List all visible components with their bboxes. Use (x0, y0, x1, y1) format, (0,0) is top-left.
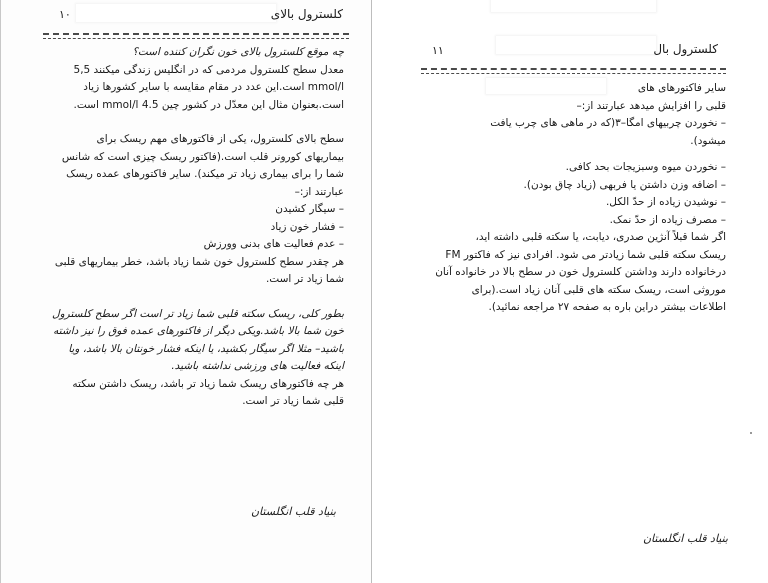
right-body (416, 80, 726, 317)
text-line: mmol/l است.این عدد در مقام مقایسه با سایر کشورها زیاد (83, 81, 344, 93)
text-line: ریسک سکته قلبی شما زیادتر می شود. افرادی نیز که فاکتور FM (445, 248, 726, 261)
right-page (376, 0, 768, 583)
bullet-item: – نخوردن میوه وسبزیجات بحد کافی. (565, 161, 726, 173)
bullet-item: – مصرف زیاده از حدّ نمک. (609, 213, 726, 226)
text-line: اطلاعات بیشتر دراین باره به صفحه ۲۷ مراجعه نمائید). (488, 301, 726, 313)
bullet-item: – عدم فعالیت های بدنی وورزش (203, 238, 344, 250)
text-line: شما را برای بیماری زیاد تر میکند). سایر فاکتورهای عمده ریسک (66, 168, 344, 180)
redacted-block (76, 4, 276, 22)
bullet-item: – نوشیدن زیاده از حدّ الکل. (605, 196, 726, 208)
bullet-item: – فشار خون زیاد (270, 220, 344, 233)
text-line: بطور کلی، ریسک سکته قلبی شما زیاد تر است اگر سطح کلسترول (51, 307, 344, 320)
text-line: خون شما بالا باشد.ویکی دیگر از فاکتورهای عمده فوق را نیز داشته (53, 325, 344, 337)
redacted-block (491, 0, 656, 12)
text-line: موروثی است، ریسک سکته های قلبی آنان زیاد است.(برای (471, 283, 726, 296)
text-line: عبارتند از:– (294, 185, 344, 198)
text-line: درخانواده دارند وداشتن کلسترول خون در سطح بالا در خانواده آنان (435, 266, 726, 278)
header-title: کلسترول بال (653, 42, 718, 56)
bullet-item: – سیگار کشیدن (275, 203, 344, 215)
header-title: کلسترول بالای (270, 7, 343, 21)
text-line: هر چه فاکتورهای ریسک شما زیاد تر باشد، ریسک داشتن سکته (72, 377, 344, 390)
text-line: قلبی را افزایش میدهد عبارتند از:– (576, 99, 726, 112)
header-rule (43, 33, 349, 39)
bullet-item: – اضافه وزن داشتن یا فربهی (زیاد چاق بودن). (523, 178, 726, 191)
text-line: قلبی شما زیاد تر است. (242, 395, 344, 407)
heading-line: چه موقع کلسترول بالای خون نگران کننده است؟ (132, 46, 344, 58)
text-line: شما زیاد تر است. (265, 273, 344, 285)
text-line: بیماریهای کورونر قلب است.(فاکتور ریسک چیزی است که شانس (61, 150, 344, 163)
left-body (26, 44, 344, 411)
bullet-item: میشود). (690, 134, 726, 147)
text-line: معدل سطح کلسترول مردمی که در انگلیس زندگی میکنند 5,5 (73, 63, 344, 76)
redacted-block (496, 36, 656, 54)
text-line: است.بعنوان مثال این معدّل در کشور چین 4.5 mmol/l است. (73, 98, 344, 111)
text-line: باشید– مثلا اگر سیگار بکشید، یا اینکه فشار خونتان بالا باشد، ویا (68, 342, 344, 355)
text-line: سایر فاکتورهای های (637, 82, 726, 94)
page-number: ۱۱ (432, 44, 444, 57)
text-line: اگر شما قبلاً آنژین صدری، دیابت، یا سکته قلبی داشته اید، (475, 231, 726, 243)
signature: بنیاد قلب انگلستان (642, 532, 728, 545)
header-rule (421, 68, 726, 74)
text-line: هر چقدر سطح کلسترول خون شما زیاد باشد، خطر بیماریهای قلبی (54, 255, 344, 268)
text-line: اینکه فعالیت های ورزشی نداشته باشید. (171, 360, 344, 372)
bullet-item: – نخوردن چربیهای امگا–۳(که در ماهی های چرب یافت (490, 117, 726, 129)
signature: بنیاد قلب انگلستان (250, 505, 336, 518)
text-line: سطح بالای کلسترول، یکی از فاکتورهای مهم ریسک برای (96, 133, 344, 145)
page-number: ۱۰ (59, 8, 71, 21)
scan-speck (750, 432, 752, 434)
left-page (0, 0, 372, 583)
